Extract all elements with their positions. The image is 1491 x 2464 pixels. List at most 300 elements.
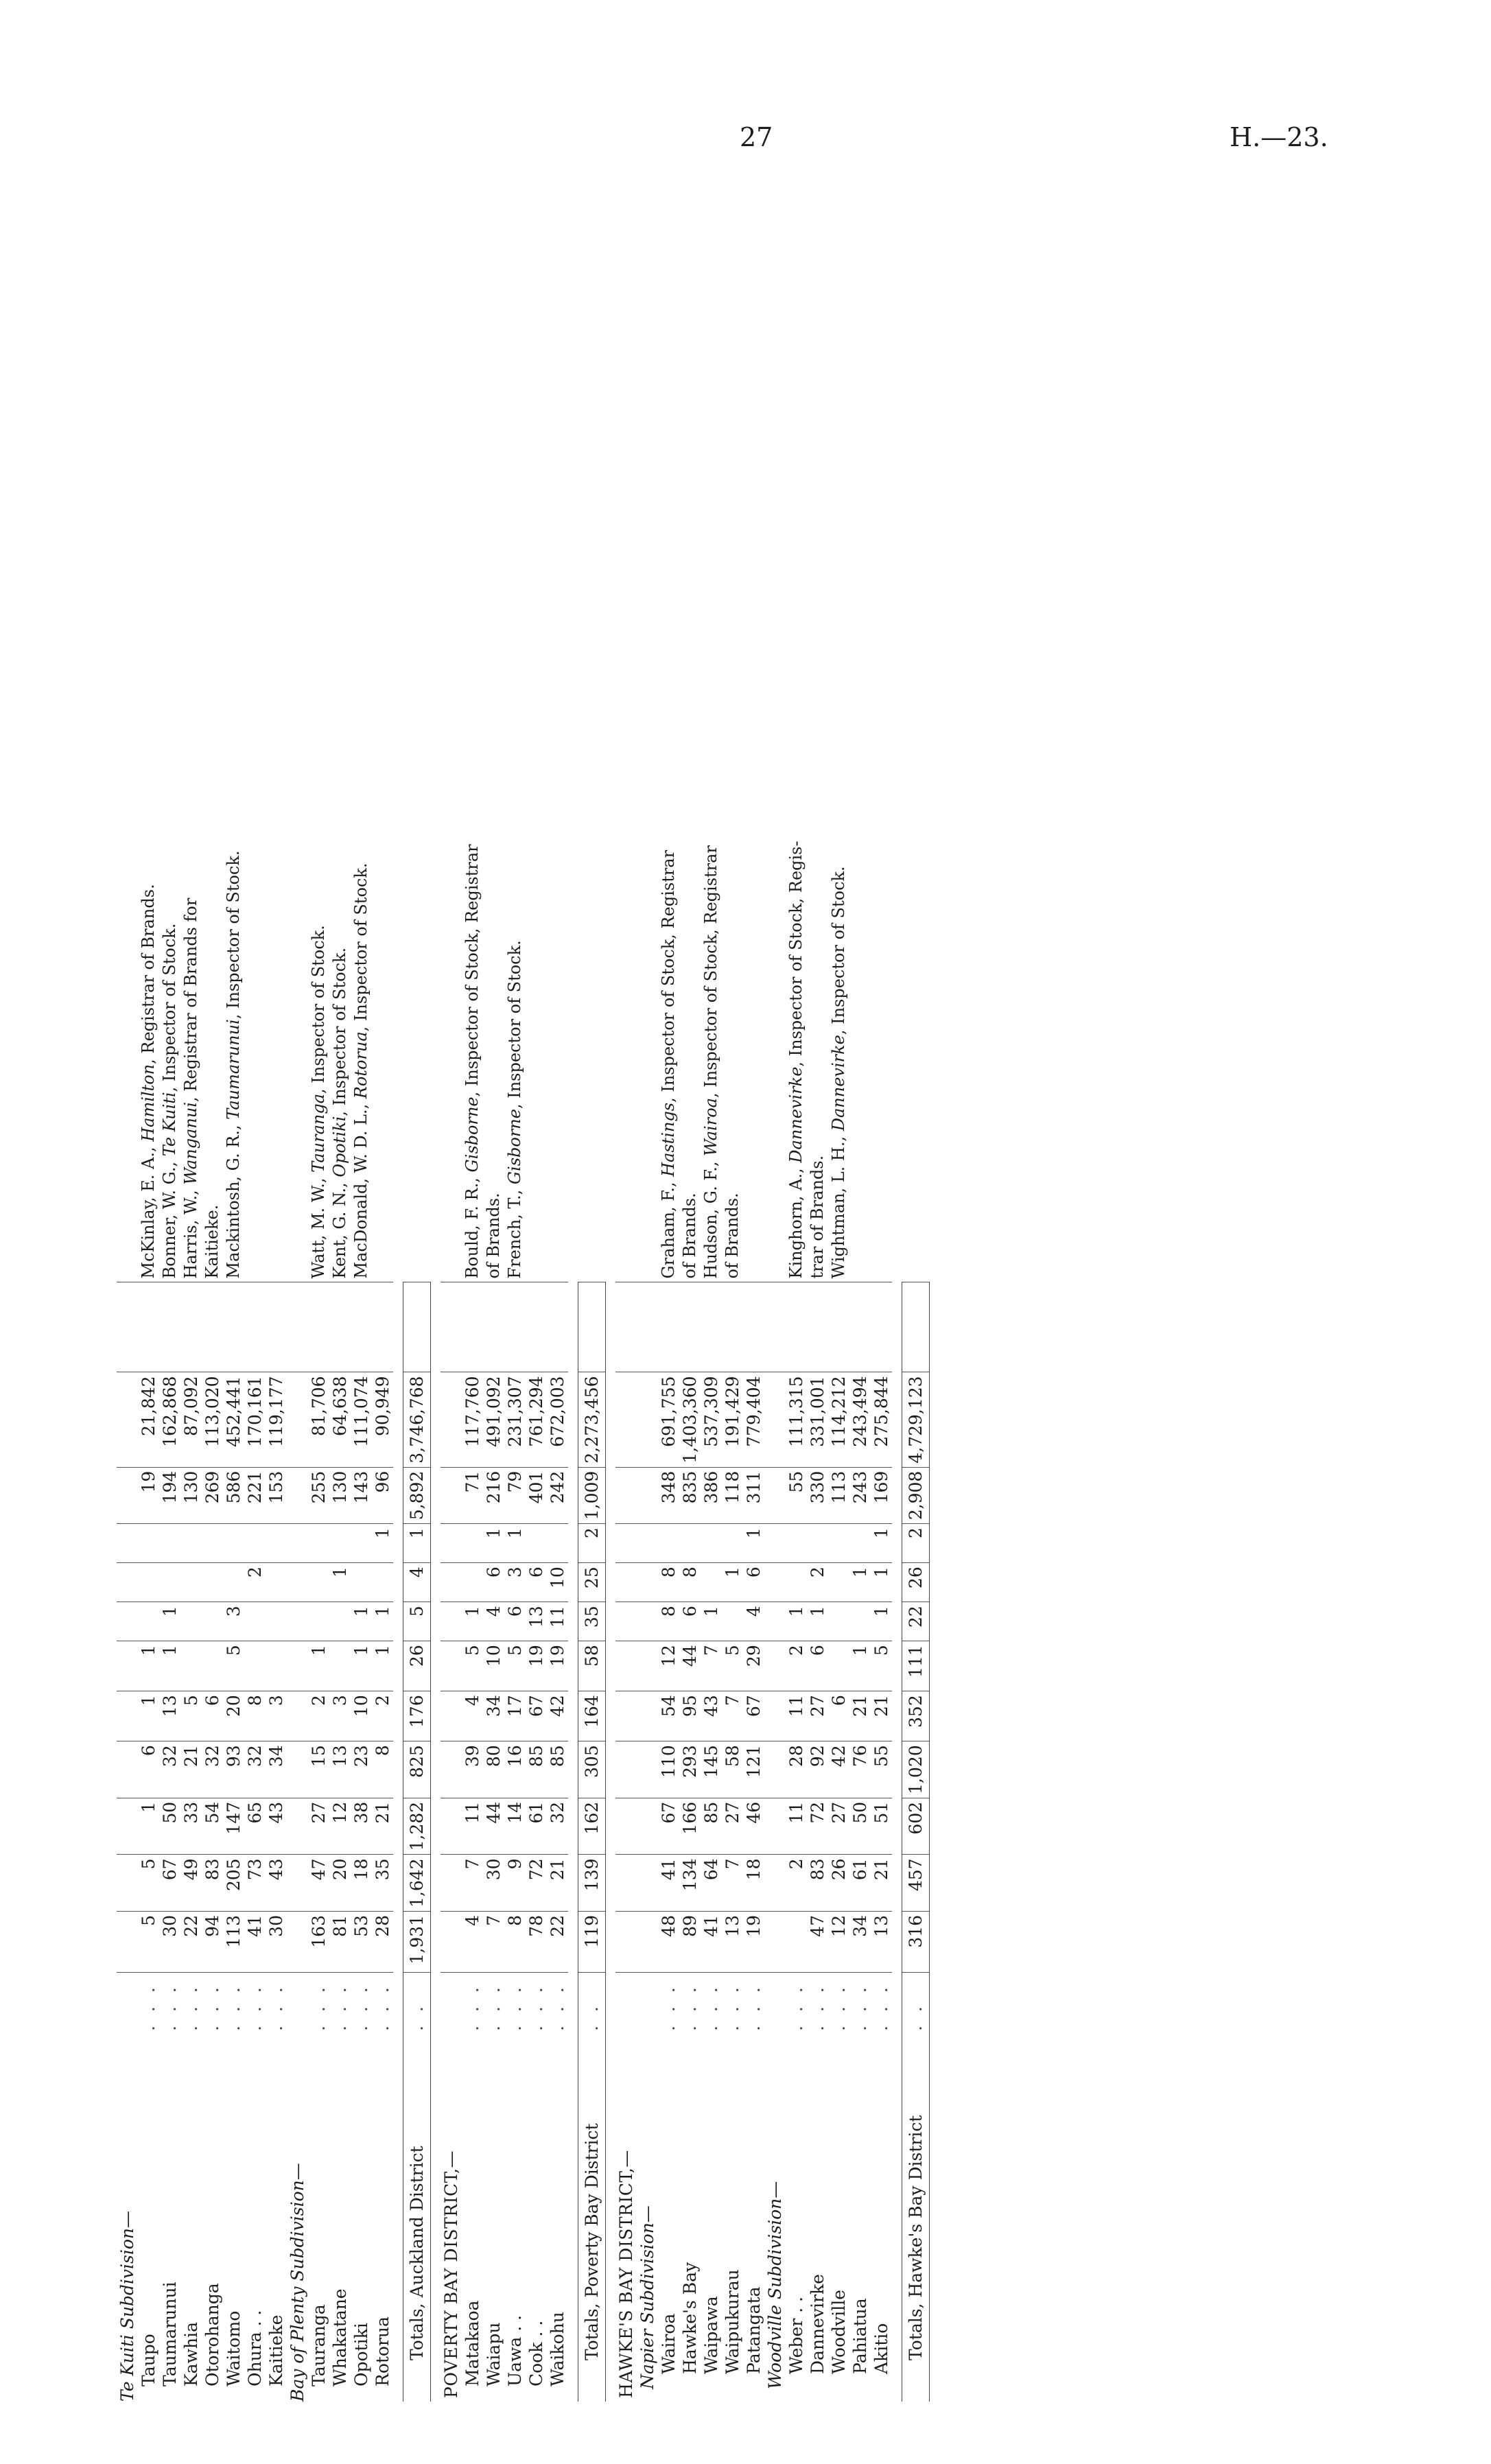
value-cell: 118 xyxy=(722,1467,743,1524)
value-cell xyxy=(828,1524,849,1563)
value-cell xyxy=(615,1563,637,1602)
value-cell xyxy=(287,1563,308,1602)
total-row xyxy=(902,740,930,2402)
area-name: Waipukurau xyxy=(723,2269,742,2374)
value-cell: 110 xyxy=(658,1741,679,1798)
value-cell: 2 xyxy=(244,1563,266,1602)
value-cell xyxy=(287,1602,308,1641)
value-cell: 1 xyxy=(462,1602,483,1641)
value-cell: 49 xyxy=(180,1855,202,1912)
value-cell: 21 xyxy=(871,1855,892,1912)
inspector-note xyxy=(372,740,393,1282)
leader-dots xyxy=(117,1973,138,2035)
leader-dots: . . . xyxy=(330,1983,350,2031)
area-name: Totals, Hawke's Bay District xyxy=(902,2034,930,2402)
leader-dots: . . . xyxy=(484,1983,504,2031)
value-cell xyxy=(329,1524,351,1563)
value-cell xyxy=(138,1282,159,1372)
value-cell: 311 xyxy=(743,1467,764,1524)
table-row xyxy=(849,740,871,2402)
value-cell: 10 xyxy=(351,1691,372,1741)
value-cell xyxy=(287,1912,308,1973)
inspector-name: Kinghorn, A., xyxy=(786,1162,806,1279)
value-cell xyxy=(266,1563,287,1602)
leader-dots: . . . xyxy=(701,1983,721,2031)
value-cell: 21 xyxy=(547,1855,568,1912)
area-name: Waikohu xyxy=(548,2312,567,2386)
value-cell: 162 xyxy=(578,1798,606,1855)
value-cell xyxy=(159,1524,180,1563)
table-row xyxy=(483,740,504,2402)
value-cell xyxy=(441,1467,462,1524)
value-cell: 17 xyxy=(504,1691,526,1741)
value-cell: 1,931 xyxy=(403,1912,431,1973)
value-cell: 1 xyxy=(372,1524,393,1563)
area-name: Taupo xyxy=(139,2334,159,2386)
area-name: HAWKE'S BAY DISTRICT,— xyxy=(616,2150,636,2398)
inspector-role: , Inspector of Stock. xyxy=(505,940,524,1110)
value-cell: 5 xyxy=(223,1641,244,1691)
value-cell: 25 xyxy=(578,1563,606,1602)
value-cell: 50 xyxy=(159,1798,180,1855)
value-cell: 32 xyxy=(202,1741,223,1798)
value-cell: 1 xyxy=(403,1524,431,1563)
value-cell xyxy=(329,1282,351,1372)
value-cell xyxy=(117,1563,138,1602)
value-cell xyxy=(722,1282,743,1372)
value-cell: 170,161 xyxy=(244,1372,266,1467)
value-cell: 194 xyxy=(159,1467,180,1524)
value-cell: 113 xyxy=(223,1912,244,1973)
inspector-name: Graham, F., xyxy=(659,1176,678,1279)
value-cell xyxy=(308,1563,329,1602)
table-row xyxy=(828,740,849,2402)
value-cell: 55 xyxy=(871,1741,892,1798)
value-cell xyxy=(117,1282,138,1372)
value-cell: 7 xyxy=(701,1641,722,1691)
inspector-role: , Inspector of Stock. xyxy=(309,925,328,1094)
table-row xyxy=(329,740,351,2402)
value-cell: 18 xyxy=(743,1855,764,1912)
value-cell xyxy=(287,1372,308,1467)
leader-dots: . . xyxy=(403,1973,431,2035)
value-cell: 4 xyxy=(743,1602,764,1641)
value-cell: 176 xyxy=(403,1691,431,1741)
value-cell: 255 xyxy=(308,1467,329,1524)
value-cell xyxy=(764,1524,786,1563)
value-cell xyxy=(244,1524,266,1563)
inspector-note xyxy=(658,740,679,1282)
value-cell xyxy=(441,1602,462,1641)
value-cell xyxy=(764,1467,786,1524)
value-cell xyxy=(526,1524,547,1563)
leader-dots: . . . xyxy=(850,1983,870,2031)
value-cell: 145 xyxy=(701,1741,722,1798)
leader-dots: . . . xyxy=(181,1983,201,2031)
inspector-name: Kent, G. N., xyxy=(330,1177,349,1279)
value-cell: 71 xyxy=(462,1467,483,1524)
value-cell: 5 xyxy=(722,1641,743,1691)
section-heading-row xyxy=(441,740,462,2402)
leader-dots: . . . xyxy=(548,1983,567,2031)
area-name: Matakaoa xyxy=(462,2300,482,2386)
leader-dots: . . . xyxy=(351,1983,371,2031)
value-cell xyxy=(244,1282,266,1372)
inspector-note xyxy=(871,740,892,1282)
value-cell: 1 xyxy=(849,1563,871,1602)
leader-dots: . . . xyxy=(786,1983,806,2031)
value-cell: 3,746,768 xyxy=(403,1372,431,1467)
inspector-role: , Inspector of Stock, Regis- xyxy=(786,841,806,1067)
value-cell: 5 xyxy=(504,1641,526,1691)
value-cell xyxy=(615,1602,637,1641)
value-cell xyxy=(764,1855,786,1912)
value-cell: 243,494 xyxy=(849,1372,871,1467)
value-cell: 7 xyxy=(483,1912,504,1973)
table-row xyxy=(223,740,244,2402)
value-cell: 4 xyxy=(462,1912,483,1973)
value-cell: 6 xyxy=(526,1563,547,1602)
value-cell: 27 xyxy=(807,1691,828,1741)
value-cell: 293 xyxy=(679,1741,701,1798)
inspector-town: Wairoa xyxy=(701,1098,720,1156)
value-cell: 130 xyxy=(329,1467,351,1524)
value-cell xyxy=(266,1282,287,1372)
area-name: Napier Subdivision— xyxy=(637,2205,657,2389)
area-name: Wairoa xyxy=(659,2313,679,2374)
row-spacer xyxy=(892,740,902,2402)
value-cell: 13 xyxy=(722,1912,743,1973)
value-cell: 78 xyxy=(526,1912,547,1973)
value-cell: 13 xyxy=(526,1602,547,1641)
value-cell: 83 xyxy=(202,1855,223,1912)
table-row xyxy=(504,740,526,2402)
value-cell: 29 xyxy=(743,1641,764,1691)
value-cell: 2 xyxy=(902,1524,930,1563)
total-row xyxy=(578,740,606,2402)
value-cell: 58 xyxy=(578,1641,606,1691)
value-cell: 27 xyxy=(308,1798,329,1855)
value-cell xyxy=(764,1282,786,1372)
value-cell xyxy=(637,1524,658,1563)
value-cell xyxy=(637,1372,658,1467)
inspector-role: , Inspector of Stock, Registrar xyxy=(659,849,678,1103)
inspector-note xyxy=(701,740,722,1282)
value-cell: 38 xyxy=(351,1798,372,1855)
value-cell: 28 xyxy=(372,1912,393,1973)
value-cell xyxy=(351,1524,372,1563)
value-cell: 143 xyxy=(351,1467,372,1524)
value-cell xyxy=(159,1282,180,1372)
value-cell: 269 xyxy=(202,1467,223,1524)
value-cell: 113,020 xyxy=(202,1372,223,1467)
value-cell xyxy=(351,1282,372,1372)
value-cell: 8 xyxy=(658,1602,679,1641)
value-cell: 586 xyxy=(223,1467,244,1524)
table-row xyxy=(180,740,202,2402)
value-cell xyxy=(807,1282,828,1372)
value-cell: 8 xyxy=(679,1563,701,1602)
value-cell: 231,307 xyxy=(504,1372,526,1467)
value-cell xyxy=(351,1563,372,1602)
value-cell xyxy=(786,1282,807,1372)
value-cell: 162,868 xyxy=(159,1372,180,1467)
total-row xyxy=(403,740,431,2402)
value-cell xyxy=(372,1282,393,1372)
value-cell xyxy=(287,1524,308,1563)
leader-dots: . . . xyxy=(723,1983,742,2031)
value-cell: 1 xyxy=(504,1524,526,1563)
value-cell: 4 xyxy=(483,1602,504,1641)
value-cell: 6 xyxy=(807,1641,828,1691)
inspector-note xyxy=(526,740,547,1282)
inspector-note xyxy=(764,740,786,1282)
value-cell xyxy=(615,1282,637,1372)
value-cell: 27 xyxy=(828,1798,849,1855)
value-cell: 90,949 xyxy=(372,1372,393,1467)
inspector-note xyxy=(266,740,287,1282)
value-cell: 119 xyxy=(578,1912,606,1973)
value-cell: 32 xyxy=(159,1741,180,1798)
inspector-role: , Inspector of Stock, Registrar xyxy=(701,845,720,1099)
value-cell: 73 xyxy=(244,1855,266,1912)
inspector-town: Gisborne xyxy=(462,1096,482,1173)
value-cell xyxy=(701,1282,722,1372)
value-cell: 21,842 xyxy=(138,1372,159,1467)
value-cell: 19 xyxy=(743,1912,764,1973)
area-name: Whakatane xyxy=(330,2288,350,2386)
value-cell: 19 xyxy=(547,1641,568,1691)
value-cell: 85 xyxy=(547,1741,568,1798)
value-cell: 6 xyxy=(202,1691,223,1741)
value-cell: 3 xyxy=(329,1691,351,1741)
table-row xyxy=(871,740,892,2402)
value-cell: 5 xyxy=(138,1912,159,1973)
value-cell xyxy=(223,1524,244,1563)
table-row xyxy=(658,740,679,2402)
value-cell xyxy=(287,1467,308,1524)
inspector-note xyxy=(722,740,743,1282)
value-cell: 1 xyxy=(138,1641,159,1691)
value-cell: 1 xyxy=(807,1602,828,1641)
value-cell xyxy=(138,1602,159,1641)
value-cell: 26 xyxy=(902,1563,930,1602)
area-name: POVERTY BAY DISTRICT,— xyxy=(441,2150,461,2398)
value-cell: 316 xyxy=(902,1912,930,1973)
value-cell: 1,009 xyxy=(578,1467,606,1524)
inspector-note xyxy=(637,740,658,1282)
value-cell: 1 xyxy=(743,1524,764,1563)
value-cell: 6 xyxy=(743,1563,764,1602)
inspector-note xyxy=(743,740,764,1282)
value-cell: 130 xyxy=(180,1467,202,1524)
value-cell xyxy=(902,1282,930,1372)
value-cell xyxy=(180,1282,202,1372)
inspector-note xyxy=(578,740,606,1282)
inspector-role: , Inspector of Stock. xyxy=(160,923,179,1092)
inspector-note xyxy=(441,740,462,1282)
value-cell xyxy=(117,1372,138,1467)
value-cell: 672,003 xyxy=(547,1372,568,1467)
value-cell xyxy=(722,1602,743,1641)
value-cell: 761,294 xyxy=(526,1372,547,1467)
value-cell xyxy=(764,1641,786,1691)
value-cell: 44 xyxy=(483,1798,504,1855)
value-cell xyxy=(615,1855,637,1912)
value-cell xyxy=(138,1563,159,1602)
value-cell xyxy=(722,1524,743,1563)
value-cell xyxy=(807,1524,828,1563)
value-cell: 12 xyxy=(329,1798,351,1855)
value-cell: 95 xyxy=(679,1691,701,1741)
leader-dots: . . . xyxy=(871,1983,891,2031)
leader-dots: . . xyxy=(578,1973,606,2035)
value-cell: 13 xyxy=(871,1912,892,1973)
value-cell: 779,404 xyxy=(743,1372,764,1467)
value-cell: 6 xyxy=(828,1691,849,1741)
leader-dots: . . . xyxy=(245,1983,265,2031)
value-cell: 2 xyxy=(372,1691,393,1741)
value-cell xyxy=(526,1282,547,1372)
value-cell xyxy=(547,1282,568,1372)
inspector-note xyxy=(483,740,504,1282)
value-cell: 1 xyxy=(871,1563,892,1602)
table-row xyxy=(547,740,568,2402)
inspector-town: Rotorua xyxy=(351,1031,371,1099)
value-cell: 6 xyxy=(504,1602,526,1641)
area-name: Hawke's Bay xyxy=(680,2262,700,2374)
value-cell: 21 xyxy=(372,1798,393,1855)
inspector-note xyxy=(462,740,483,1282)
value-cell xyxy=(223,1282,244,1372)
value-cell xyxy=(441,1912,462,1973)
value-cell xyxy=(287,1282,308,1372)
area-name: Waitomo xyxy=(224,2310,244,2386)
table-row xyxy=(786,740,807,2402)
value-cell xyxy=(828,1282,849,1372)
value-cell xyxy=(202,1602,223,1641)
value-cell: 330 xyxy=(807,1467,828,1524)
value-cell: 21 xyxy=(180,1741,202,1798)
value-cell: 41 xyxy=(701,1912,722,1973)
value-cell xyxy=(266,1602,287,1641)
value-cell: 134 xyxy=(679,1855,701,1912)
area-name: Uawa . . xyxy=(505,2314,525,2386)
value-cell: 3 xyxy=(504,1563,526,1602)
leader-dots: . . . xyxy=(808,1983,827,2031)
value-cell xyxy=(547,1524,568,1563)
value-cell xyxy=(637,1855,658,1912)
leader-dots: . . . xyxy=(202,1983,222,2031)
value-cell: 3 xyxy=(266,1691,287,1741)
value-cell xyxy=(266,1524,287,1563)
inspector-note xyxy=(138,740,159,1282)
value-cell: 5 xyxy=(871,1641,892,1691)
value-cell: 21 xyxy=(849,1691,871,1741)
value-cell xyxy=(441,1524,462,1563)
leader-dots: . . . xyxy=(659,1983,679,2031)
value-cell xyxy=(871,1282,892,1372)
value-cell: 64 xyxy=(701,1855,722,1912)
section-heading-row xyxy=(117,740,138,2402)
value-cell: 64,638 xyxy=(329,1372,351,1467)
value-cell: 111,074 xyxy=(351,1372,372,1467)
value-cell: 23 xyxy=(351,1741,372,1798)
value-cell xyxy=(615,1912,637,1973)
area-name: Patangata xyxy=(744,2286,764,2374)
value-cell: 242 xyxy=(547,1467,568,1524)
leader-dots xyxy=(615,1973,637,2035)
value-cell: 15 xyxy=(308,1741,329,1798)
table-row xyxy=(722,740,743,2402)
area-name: Weber . . xyxy=(786,2297,806,2374)
area-name: Dannevirke xyxy=(808,2274,827,2374)
value-cell: 191,429 xyxy=(722,1372,743,1467)
leader-dots: . . . xyxy=(505,1983,525,2031)
value-cell: 331,001 xyxy=(807,1372,828,1467)
table-row xyxy=(462,740,483,2402)
leader-dots xyxy=(637,1973,658,2035)
inspector-name: Kaitieke. xyxy=(202,1204,222,1279)
value-cell: 30 xyxy=(483,1855,504,1912)
table-row xyxy=(807,740,828,2402)
value-cell: 111,315 xyxy=(786,1372,807,1467)
inspector-name: Mackintosh, G. R., xyxy=(224,1119,243,1279)
value-cell: 1 xyxy=(159,1641,180,1691)
value-cell: 166 xyxy=(679,1798,701,1855)
area-name: Kaitieke xyxy=(266,2314,286,2386)
value-cell: 44 xyxy=(679,1641,701,1691)
value-cell: 348 xyxy=(658,1467,679,1524)
value-cell: 47 xyxy=(308,1855,329,1912)
value-cell xyxy=(764,1372,786,1467)
value-cell: 243 xyxy=(849,1467,871,1524)
inspector-role: , Inspector of Stock. xyxy=(330,947,349,1116)
value-cell: 39 xyxy=(462,1741,483,1798)
value-cell xyxy=(266,1641,287,1691)
leader-dots: . . . xyxy=(266,1983,286,2031)
value-cell xyxy=(202,1641,223,1691)
value-cell xyxy=(764,1563,786,1602)
value-cell: 5 xyxy=(180,1691,202,1741)
value-cell: 67 xyxy=(159,1855,180,1912)
value-cell xyxy=(764,1912,786,1973)
inspector-note xyxy=(807,740,828,1282)
inspector-name: Hudson, G. F., xyxy=(701,1155,720,1279)
value-cell: 32 xyxy=(244,1741,266,1798)
table-row xyxy=(701,740,722,2402)
table-row xyxy=(138,740,159,2402)
value-cell: 53 xyxy=(351,1912,372,1973)
value-cell: 33 xyxy=(180,1798,202,1855)
value-cell: 114,212 xyxy=(828,1372,849,1467)
value-cell: 30 xyxy=(159,1912,180,1973)
value-cell: 2,908 xyxy=(902,1467,930,1524)
value-cell xyxy=(786,1912,807,1973)
value-cell: 11 xyxy=(786,1691,807,1741)
value-cell: 11 xyxy=(786,1798,807,1855)
value-cell: 10 xyxy=(547,1563,568,1602)
value-cell xyxy=(615,1798,637,1855)
area-name: Pahiatua xyxy=(850,2298,870,2374)
value-cell xyxy=(615,1372,637,1467)
area-name: Woodville Subdivision— xyxy=(765,2181,785,2389)
value-cell: 8 xyxy=(372,1741,393,1798)
value-cell: 72 xyxy=(807,1798,828,1855)
row-spacer xyxy=(606,740,616,2402)
value-cell: 1,282 xyxy=(403,1798,431,1855)
value-cell xyxy=(578,1282,606,1372)
